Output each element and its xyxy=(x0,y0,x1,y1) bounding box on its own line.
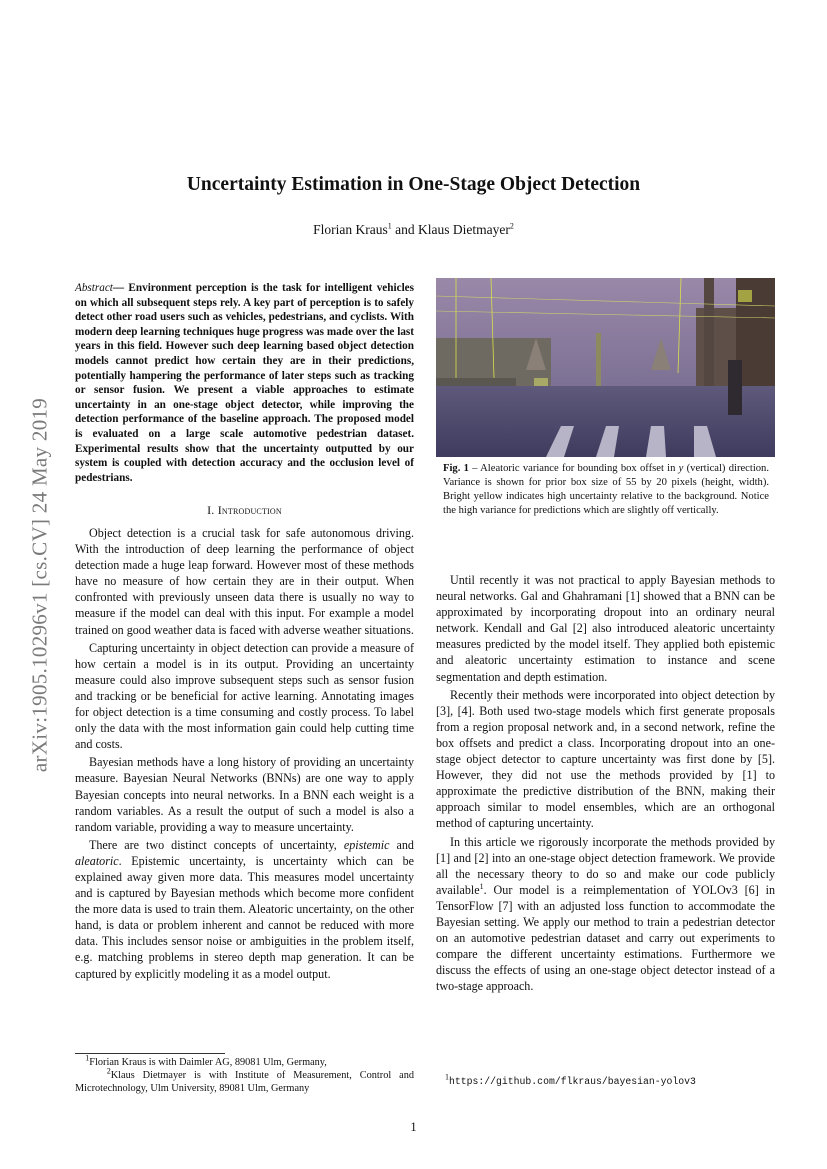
paragraph: Recently their methods were incorporated into object detection by [3], [4]. Both used two-stage models which first generate proposals from a region proposal network and, in a second network, refine the box offsets and predict a class. Incorporating dropout into an one-stage object detector to capture uncertainty was first done by [5]. However, they did not use the methods provided by [1] to approximate the predictive distribution of the BNN, making their approach similar to model ensembles, which are an orthogonal method of capturing uncertainty. xyxy=(436,687,775,831)
page-number: 1 xyxy=(410,1120,417,1134)
footnote xyxy=(445,1072,696,1087)
footnotes xyxy=(75,1053,414,1095)
caption-variable: y xyxy=(678,463,684,474)
figure-image xyxy=(436,278,775,457)
affiliation-mark: 1 xyxy=(387,221,392,231)
paragraph: Bayesian methods have a long history of providing an uncertainty measure. Bayesian Neural Networks (BNNs) are one way to apply Bayesian concepts into neural networks. In a BNN each weight is a random variables. As a result the output of such a model is also a random variable, providing a way to measure uncertainty. xyxy=(75,755,414,834)
footnote-text: Florian Kraus is with Daimler AG, 89081 Ulm, Germany, xyxy=(89,1057,327,1068)
footnote-mark: 1 xyxy=(85,1053,90,1063)
emphasized-term: epistemic xyxy=(343,837,390,852)
footnote-mark: 1 xyxy=(445,1072,449,1082)
section-heading: I. Introduction xyxy=(207,503,282,517)
abstract xyxy=(75,281,414,485)
paragraph xyxy=(436,834,775,995)
footnote xyxy=(75,1066,415,1095)
left-column-body xyxy=(75,525,414,984)
authors-line xyxy=(0,222,827,238)
author-name: Klaus Dietmayer xyxy=(418,222,510,237)
paragraph-text: There are two distinct concepts of uncertainty, xyxy=(89,837,344,852)
caption-text: (vertical) direction. Variance is shown for prior box size of 55 by 20 pixels (height, width). Bright yellow indicates high uncertainty relative to the background. Notice the high variance for predictions which are slightly off vertically. xyxy=(443,463,770,516)
author-joiner: and xyxy=(391,222,419,237)
footnote-text: Klaus Dietmayer is with Institute of Measurement, Control and Microtechnology, Ulm University, 89081 Ulm, Germany xyxy=(75,1070,415,1094)
figure-label: Fig. 1 xyxy=(443,463,469,474)
paragraph xyxy=(75,837,414,982)
paragraph-text: and xyxy=(389,837,414,852)
paragraph-text: . Our model is a reimplementation of YOLOv3 [6] in TensorFlow [7] with an adjusted loss function to accommodate the Bayesian setting. We apply our method to train a pedestrian detector on an automotive pedestrian dataset and carry out experiments to compare the different uncertainty estimations. Furthermore we discuss the effects of using an one-stage object detector instead of a two-stage approach. xyxy=(436,882,775,994)
paragraph-text: In this article we rigorously incorporate the methods provided by [1] and [2] into an one-stage object detection framework. We provide all the necessary theory to do so and make our code publicly available xyxy=(436,834,775,897)
right-column-body xyxy=(436,572,775,996)
emphasized-term: aleatoric xyxy=(75,853,119,868)
abstract-dash: — xyxy=(112,282,129,294)
paper-title: Uncertainty Estimation in One-Stage Object Detection xyxy=(186,174,641,195)
affiliation-mark: 2 xyxy=(509,221,514,231)
abstract-text: Environment perception is the task for intelligent vehicles on which all subsequent steps rely. A key part of perception is to safely detect other road users such as vehicles, pedestrians, and cyclists. With modern deep learning techniques huge progress was made over the last years in this field. However such deep learning based object detection models cannot predict how certain they are in their predictions, potentially hampering the performance of later steps such as tracking or sensor fusion. We present a viable approaches to estimate uncertainty in an one-stage object detector, while improving the detection performance of the baseline approach. The proposed model is evaluated on a large scale automotive pedestrian dataset. Experimental results show that the uncertainty outputted by our system is coupled with detection accuracy and the occlusion level of pedestrians. xyxy=(75,282,414,484)
street-scene-illustration xyxy=(436,278,775,457)
footnote-rule xyxy=(75,1053,225,1054)
figure-caption xyxy=(443,462,769,518)
author-name: Florian Kraus xyxy=(313,222,388,237)
footnote-mark: 1 xyxy=(479,881,484,891)
paragraph: Until recently it was not practical to apply Bayesian methods to neural networks. Gal and Ghahramani [1] showed that a BNN can be approximated by incorporating dropout into an ordinary neural network. Kendall and Gal [2] also introduced aleatoric uncertainty measures predicted by the model itself. They applied both epistemic and aleatoric uncertainty estimation to instance and scene segmentation and depth estimation. xyxy=(436,573,775,684)
arxiv-stamp: arXiv:1905.10296v1 [cs.CV] 24 May 2019 xyxy=(27,397,52,773)
paragraph-text: . Epistemic uncertainty, is uncertainty which can be explained away given more data. This measures model uncertainty and is captured by Bayesian methods which become more confident the more data is used to train them. Aleatoric uncertainty, on the other hand, is data or problem inherent and cannot be reduced with more data. This includes sensor noise or ambiguities in the problem itself, e.g. matching problems in stereo depth map generation. It can be captured by explicitly modeling it as a model output. xyxy=(75,853,414,981)
footnote-mark: 2 xyxy=(106,1066,111,1076)
paragraph: Capturing uncertainty in object detection can provide a measure of how certain a model is in its output. Providing an uncertainty measure could also improve subsequent steps such as sensor fusion and tracking or be beneficial for active learning. Annotating images for object detection is a time consuming and costly process. To label only the data with the most information gain could help cutting time and costs. xyxy=(75,640,414,752)
footnote xyxy=(75,1053,414,1069)
repository-link[interactable]: https://github.com/flkraus/bayesian-yolov3 xyxy=(449,1076,696,1087)
abstract-label: Abstract xyxy=(75,282,113,294)
caption-text: – Aleatoric variance for bounding box offset in xyxy=(468,463,679,474)
paragraph: Object detection is a crucial task for safe autonomous driving. With the introduction of deep learning the performance of object detection made a huge leap forward. However most of these methods have no measure of how certain they are in their output. When confronted with previously unseen data there is usually no way to measure if the model can deal with this input. For example a model trained on good weather data is faced with adverse weather situations. xyxy=(75,526,414,637)
